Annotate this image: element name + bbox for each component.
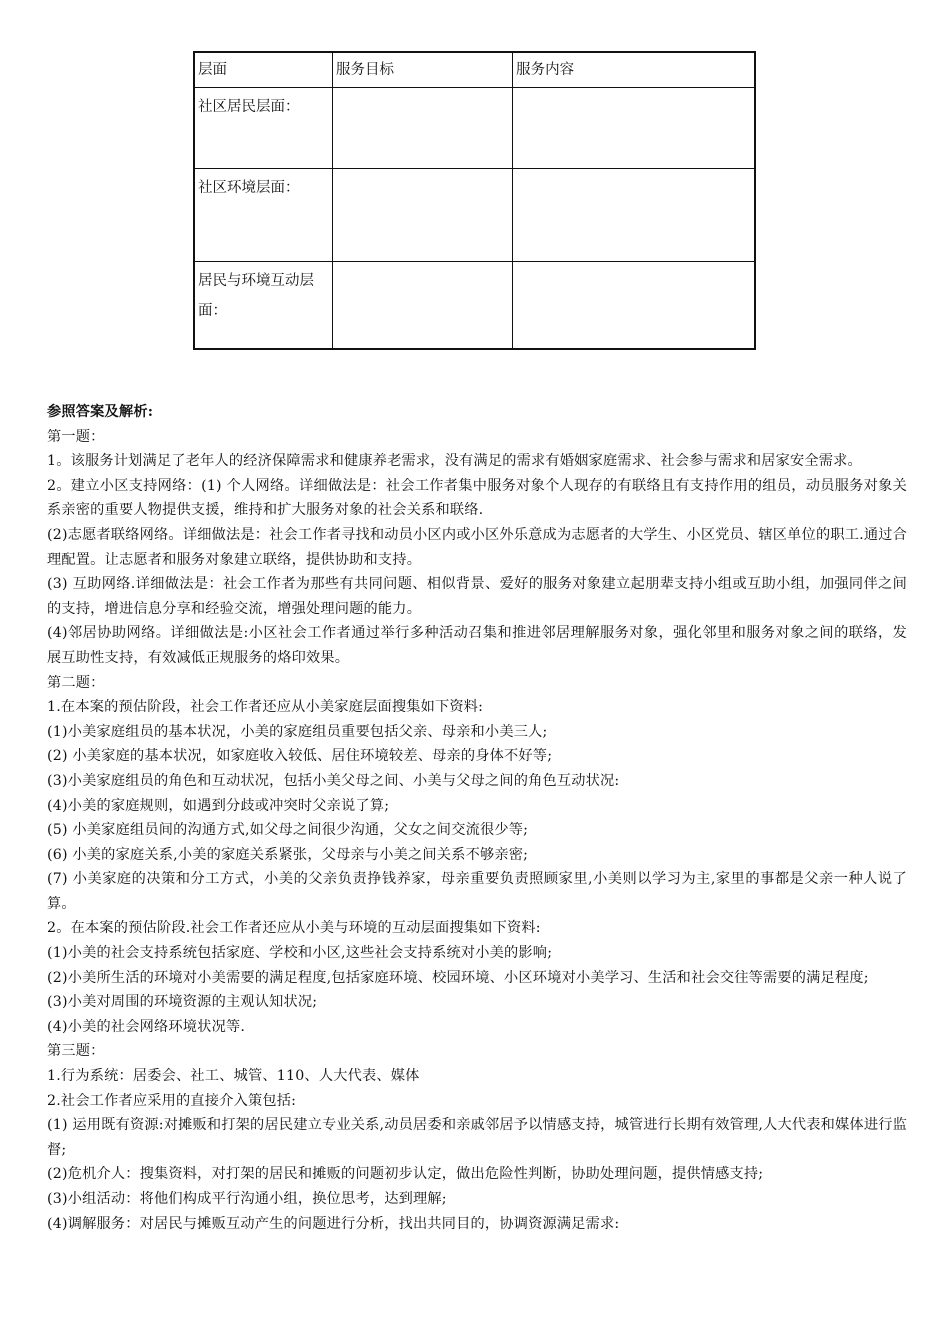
service-plan-table — [193, 51, 756, 350]
paragraph: 1.行为系统：居委会、社工、城管、110、人大代表、媒体 — [47, 1068, 420, 1085]
answer-heading: 参照答案及解析: — [47, 404, 154, 420]
paragraph: (1)小美家庭组员的基本状况，小美的家庭组员重要包括父亲、母亲和小美三人; — [47, 723, 548, 740]
table-row — [194, 88, 755, 169]
paragraph: (5) 小美家庭组员间的沟通方式,如父母之间很少沟通，父女之间交流很少等; — [47, 822, 529, 839]
paragraph: 2.社会工作者应采用的直接介入策包括: — [47, 1092, 297, 1109]
header-service-content: 服务内容 — [513, 52, 755, 88]
paragraph: (3)小美对周围的环境资源的主观认知状况; — [47, 994, 318, 1011]
table-header-row — [194, 52, 755, 88]
paragraph: (3) 互助网络.详细做法是：社会工作者为那些有共同问题、相似背景、爱好的服务对象建立起朋辈支持小组或互助小组，加强同伴之间的支持，增进信息分享和经验交流，增强处理问题的能力。 — [47, 576, 907, 617]
cell-goal-empty — [332, 88, 512, 169]
question-3-title: 第三题： — [47, 1043, 105, 1060]
cell-content-empty — [513, 169, 755, 262]
paragraph: (4)小美的社会网络环境状况等. — [47, 1018, 246, 1035]
paragraph: (3)小美家庭组员的角色和互动状况，包括小美父母之间、小美与父母之间的角色互动状况: — [47, 772, 620, 789]
question-1-title: 第一题： — [47, 428, 105, 445]
paragraph: (2)志愿者联络网络。详细做法是：社会工作者寻找和动员小区内或小区外乐意成为志愿者的大学生、小区党员、辖区单位的职工.通过合理配置。让志愿者和服务对象建立联络，提供协助和支持。 — [47, 526, 907, 568]
answer-section — [47, 400, 907, 1236]
table-row — [194, 262, 755, 350]
paragraph: (2)危机介人：搜集资料，对打架的居民和摊贩的问题初步认定，做出危险性判断，协助处理问题，提供情感支持; — [47, 1166, 764, 1183]
row-label-resident-environment-interaction: 居民与环境互动层面： — [194, 262, 332, 350]
paragraph: 2。在本案的预估阶段.社会工作者还应从小美与环境的互动层面搜集如下资料: — [47, 920, 541, 937]
paragraph: (1) 运用既有资源:对摊贩和打架的居民建立专业关系,动员居委和亲戚邻居予以情感支持，城管进行长期有效管理,人大代表和媒体进行监督; — [47, 1117, 907, 1158]
header-service-goal: 服务目标 — [332, 52, 512, 88]
paragraph: (2) 小美家庭的基本状况，如家庭收入较低、居住环境较差、母亲的身体不好等; — [47, 748, 553, 765]
header-layer: 层面 — [194, 52, 332, 88]
service-plan-table-wrapper — [193, 51, 756, 350]
paragraph: (4)调解服务：对居民与摊贩互动产生的问题进行分析，找出共同目的，协调资源满足需求: — [47, 1215, 620, 1232]
paragraph: (3)小组活动：将他们构成平行沟通小组，换位思考，达到理解; — [47, 1191, 447, 1207]
row-label-community-environment: 社区环境层面： — [194, 169, 332, 262]
paragraph: 1。该服务计划满足了老年人的经济保障需求和健康养老需求，没有满足的需求有婚姻家庭需求、社会参与需求和居家安全需求。 — [47, 453, 862, 470]
cell-goal-empty — [332, 262, 512, 350]
table-row — [194, 169, 755, 262]
cell-content-empty — [513, 262, 755, 350]
cell-goal-empty — [332, 169, 512, 262]
paragraph: (2)小美所生活的环境对小美需要的满足程度,包括家庭环境、校园环境、小区环境对小美学习、生活和社会交往等需要的满足程度; — [47, 969, 869, 986]
question-2-title: 第二题： — [47, 674, 105, 691]
paragraph: (4)邻居协助网络。详细做法是:小区社会工作者通过举行多种活动召集和推进邻居理解服务对象，强化邻里和服务对象之间的联络，发展互助性支持，有效减低正规服务的烙印效果。 — [47, 625, 907, 666]
paragraph: 1.在本案的预估阶段，社会工作者还应从小美家庭层面搜集如下资料: — [47, 699, 484, 716]
paragraph: (1)小美的社会支持系统包括家庭、学校和小区,这些社会支持系统对小美的影响; — [47, 945, 553, 962]
row-label-community-residents: 社区居民层面： — [194, 88, 332, 169]
cell-content-empty — [513, 88, 755, 169]
paragraph: 2。建立小区支持网络：(1) 个人网络。详细做法是：社会工作者集中服务对象个人现存的有联络且有支持作用的组员，动员服务对象关系亲密的重要人物提供支援，维持和扩大服务对象的社会关系和联络. — [47, 477, 907, 519]
paragraph: (6) 小美的家庭关系,小美的家庭关系紧张，父母亲与小美之间关系不够亲密; — [47, 846, 529, 863]
paragraph: (7) 小美家庭的决策和分工方式，小美的父亲负责挣钱养家，母亲重要负责照顾家里,小美则以学习为主,家里的事都是父亲一种人说了算。 — [47, 871, 907, 912]
paragraph: (4)小美的家庭规则，如遇到分歧或冲突时父亲说了算; — [47, 797, 390, 814]
